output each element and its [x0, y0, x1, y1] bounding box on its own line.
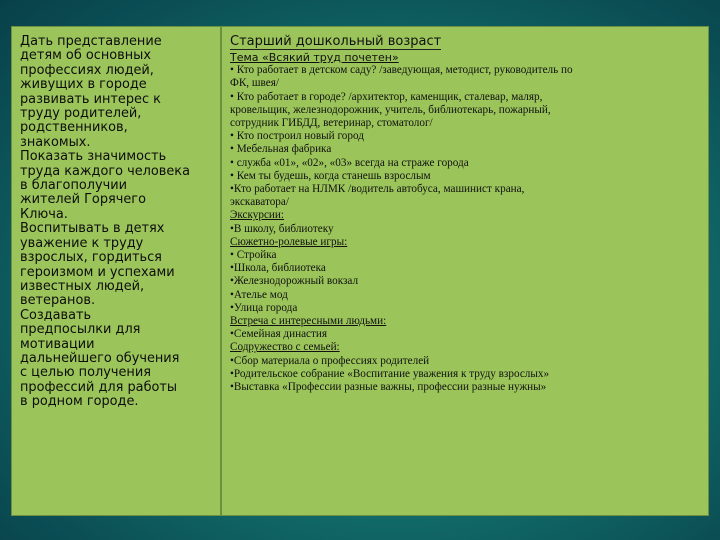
- topic-line: • Кем ты будешь, когда станешь взрослым: [230, 169, 431, 182]
- topic-lines: [230, 64, 702, 209]
- roleplay-item: •Улица города: [230, 301, 298, 314]
- topic-line: кровельщик, железнодорожник, учитель, библиотекарь, пожарный,: [230, 103, 551, 116]
- topic-line: •Кто работает на НЛМК /водитель автобуса, машинист крана,: [230, 183, 525, 196]
- excursion-item: •В школу, библиотеку: [230, 222, 334, 235]
- excursions-title: Экскурсии:: [230, 209, 285, 222]
- topic-line: экскаватора/: [230, 196, 289, 209]
- roleplay-item: •Школа, библиотека: [230, 262, 326, 275]
- meeting-item: •Семейная династия: [230, 328, 328, 341]
- topic-line: • Мебельная фабрика: [230, 143, 332, 156]
- family-item: •Родительское собрание «Воспитание уважения к труду взрослых»: [230, 367, 550, 380]
- topic-line: • Кто работает в детском саду? /заведующая, методист, руководитель по: [230, 64, 573, 77]
- family-item: •Выставка «Профессии разные важны, профессии разные нужны»: [230, 381, 547, 394]
- family-title: Содружество с семьей:: [230, 341, 340, 354]
- roleplay-title: Сюжетно-ролевые игры:: [230, 235, 348, 248]
- goals-cell: [12, 27, 222, 515]
- topic-line: ФК, швея/: [230, 77, 279, 90]
- roleplay-item: •Ателье мод: [230, 288, 288, 301]
- topic-line: • Кто работает в городе? /архитектор, каменщик, сталевар, маляр,: [230, 90, 543, 103]
- family-item: •Сбор материала о профессиях родителей: [230, 354, 430, 367]
- topic-title: Тема «Всякий труд почетен»: [230, 51, 399, 64]
- topic-line: • служба «01», «02», «03» всегда на страже города: [230, 156, 469, 169]
- plan-cell: [222, 27, 708, 515]
- goals-text: Дать представление детям об основных профессиях людей, живущих в городе развивать интерес к труду родителей, родственников, знакомых. Показать значимость труда каждого человека в благополучии жителей Горячего Ключа. Воспитывать в детях уважение к труду взрослых, гордиться героизмом и успехами известных людей, ветеранов. Создавать предпосылки для мотивации дальнейшего обучения с целью получения профессий для работы в родном городе.: [20, 34, 190, 410]
- roleplay-item: •Железнодорожный вокзал: [230, 275, 359, 288]
- age-group-heading: Старший дошкольный возраст: [230, 34, 442, 49]
- content-table: [11, 26, 709, 516]
- topic-line: • Кто построил новый город: [230, 130, 364, 143]
- roleplay-item: • Стройка: [230, 249, 277, 262]
- meetings-title: Встреча с интересными людьми:: [230, 315, 387, 328]
- topic-line: сотрудник ГИБДД, ветеринар, стоматолог/: [230, 117, 433, 130]
